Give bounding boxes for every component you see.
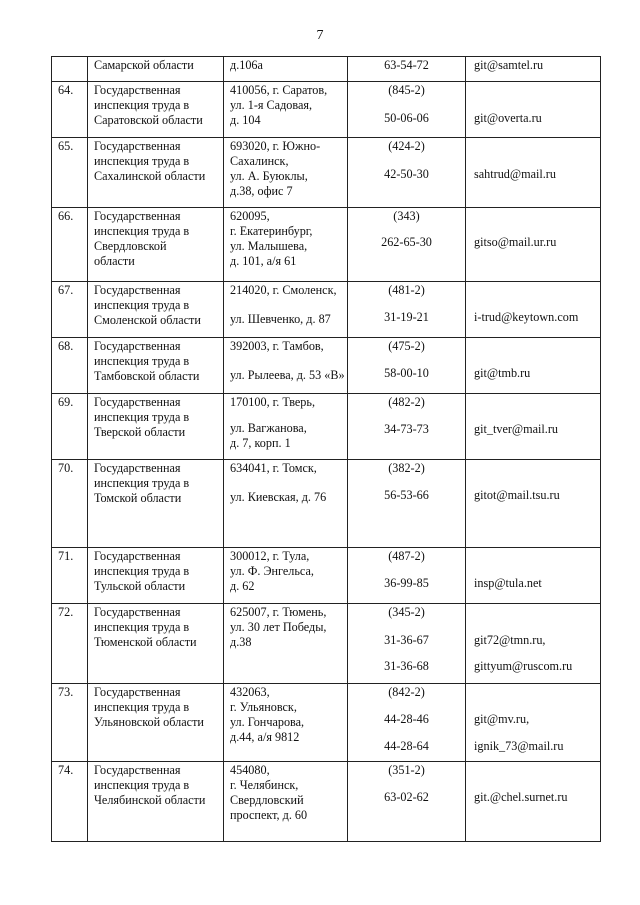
inspection-name-line: Государственная — [94, 339, 181, 353]
address-cell — [224, 82, 348, 138]
address-line: ул. 30 лет Победы, — [230, 620, 327, 634]
phone-number: 56-53-66 — [384, 488, 429, 502]
address-line: ул. Рылеева, д. 53 «В» — [230, 368, 345, 382]
email-cell — [466, 762, 601, 842]
inspection-name-line: инспекция труда в — [94, 298, 190, 312]
address-line: ул. Малышева, — [230, 239, 308, 253]
inspection-name-line: Тамбовской области — [94, 369, 200, 383]
row-number: 72. — [58, 605, 74, 619]
email-address[interactable]: git@mv.ru, — [474, 712, 530, 726]
phone-area-code: (487-2) — [388, 549, 425, 563]
page-number: 7 — [316, 28, 324, 43]
row-number-cell — [52, 684, 88, 762]
table-row — [52, 57, 601, 82]
row-number: 64. — [58, 83, 74, 97]
phone-cell — [348, 338, 466, 394]
address-line: ул. Ф. Энгельса, — [230, 564, 314, 578]
row-number-cell — [52, 338, 88, 394]
address-line: ул. 1-я Садовая, — [230, 98, 313, 112]
row-number: 74. — [58, 763, 74, 777]
address-cell — [224, 604, 348, 684]
address-line: ул. А. Буюклы, — [230, 169, 308, 183]
table-row — [52, 208, 601, 282]
phone-area-code: (424-2) — [388, 139, 425, 153]
address-line: д. 101, а/я 61 — [230, 254, 297, 268]
email-cell — [466, 394, 601, 460]
address-cell — [224, 282, 348, 338]
email-address[interactable]: gitso@mail.ur.ru — [474, 235, 557, 249]
row-number: 65. — [58, 139, 74, 153]
email-cell — [466, 57, 601, 82]
inspection-name-cell — [88, 548, 224, 604]
phone-cell — [348, 57, 466, 82]
address-line: д. 104 — [230, 113, 261, 127]
address-line: ул. Шевченко, д. 87 — [230, 312, 331, 326]
inspection-name-line: Государственная — [94, 549, 181, 563]
inspection-name-line: Тверской области — [94, 425, 186, 439]
inspection-name-line: Государственная — [94, 461, 181, 475]
row-number: 69. — [58, 395, 74, 409]
address-line: 693020, г. Южно- — [230, 139, 321, 153]
inspection-name-line: инспекция труда в — [94, 620, 190, 634]
phone-number: 44-28-64 — [384, 739, 429, 753]
inspection-name-cell — [88, 282, 224, 338]
inspection-name-cell — [88, 460, 224, 548]
address-line: ул. Гончарова, — [230, 715, 305, 729]
address-line: д.106а — [230, 58, 263, 72]
row-number-cell — [52, 82, 88, 138]
address-cell — [224, 684, 348, 762]
phone-number: 50-06-06 — [384, 111, 429, 125]
table-row — [52, 684, 601, 762]
row-number-cell — [52, 282, 88, 338]
phone-area-code: (845-2) — [388, 83, 425, 97]
email-cell — [466, 338, 601, 394]
phone-cell — [348, 208, 466, 282]
row-number-cell — [52, 138, 88, 208]
address-line: г. Ульяновск, — [230, 700, 297, 714]
address-line: 214020, г. Смоленск, — [230, 283, 337, 297]
email-address[interactable]: i-trud@keytown.com — [474, 310, 579, 324]
inspection-name-line: инспекция труда в — [94, 410, 190, 424]
address-line: 392003, г. Тамбов, — [230, 339, 324, 353]
email-cell — [466, 282, 601, 338]
address-line: д. 62 — [230, 579, 255, 593]
email-address[interactable]: gittyum@ruscom.ru — [474, 659, 573, 673]
address-cell — [224, 57, 348, 82]
table-row — [52, 82, 601, 138]
inspection-name-cell — [88, 684, 224, 762]
inspection-name-line: инспекция труда в — [94, 154, 190, 168]
row-number: 73. — [58, 685, 74, 699]
email-cell — [466, 82, 601, 138]
row-number-cell — [52, 460, 88, 548]
address-line: 170100, г. Тверь, — [230, 395, 316, 409]
phone-cell — [348, 394, 466, 460]
address-cell — [224, 208, 348, 282]
phone-cell — [348, 604, 466, 684]
table-row — [52, 138, 601, 208]
address-line: Сахалинск, — [230, 154, 289, 168]
inspection-name-line: Государственная — [94, 283, 181, 297]
inspection-name-line: Государственная — [94, 395, 181, 409]
phone-number: 31-36-68 — [384, 659, 429, 673]
phone-cell — [348, 138, 466, 208]
inspection-name-line: инспекция труда в — [94, 700, 190, 714]
inspection-name-line: Ульяновской области — [94, 715, 204, 729]
inspection-name-line: Государственная — [94, 209, 181, 223]
table-row — [52, 548, 601, 604]
row-number: 66. — [58, 209, 74, 223]
row-number-cell — [52, 762, 88, 842]
email-address[interactable]: git_tver@mail.ru — [474, 422, 558, 436]
inspection-name-line: инспекция труда в — [94, 224, 190, 238]
phone-area-code: (475-2) — [388, 339, 425, 353]
address-line: 432063, — [230, 685, 270, 699]
inspection-name-line: области — [94, 254, 135, 268]
inspection-name-line: Смоленской области — [94, 313, 201, 327]
phone-area-code: (481-2) — [388, 283, 425, 297]
inspection-name-line: инспекция труда в — [94, 778, 190, 792]
address-line: г. Челябинск, — [230, 778, 299, 792]
email-address[interactable]: git72@tmn.ru, — [474, 633, 546, 647]
table-row — [52, 762, 601, 842]
email-cell — [466, 460, 601, 548]
email-address[interactable]: gitot@mail.tsu.ru — [474, 488, 560, 502]
address-line: д. 7, корп. 1 — [230, 436, 291, 450]
row-number: 67. — [58, 283, 74, 297]
phone-number: 44-28-46 — [384, 712, 429, 726]
phone-cell — [348, 82, 466, 138]
row-number-cell — [52, 604, 88, 684]
email-cell — [466, 684, 601, 762]
phone-number: 34-73-73 — [384, 422, 429, 436]
email-address[interactable]: git.@chel.surnet.ru — [474, 790, 568, 804]
inspection-name-line: инспекция труда в — [94, 354, 190, 368]
inspection-name-line: Тульской области — [94, 579, 186, 593]
row-number-cell — [52, 57, 88, 82]
phone-number: 42-50-30 — [384, 167, 429, 181]
inspection-name-line: Государственная — [94, 763, 181, 777]
email-address[interactable]: ignik_73@mail.ru — [474, 739, 564, 753]
row-number: 71. — [58, 549, 74, 563]
phone-cell — [348, 684, 466, 762]
email-cell — [466, 548, 601, 604]
row-number-cell — [52, 208, 88, 282]
phone-cell — [348, 548, 466, 604]
address-line: 410056, г. Саратов, — [230, 83, 328, 97]
row-number: 70. — [58, 461, 74, 475]
address-cell — [224, 394, 348, 460]
inspection-name-line: Государственная — [94, 685, 181, 699]
email-cell — [466, 138, 601, 208]
address-cell — [224, 460, 348, 548]
phone-number: 36-99-85 — [384, 576, 429, 590]
address-line: д.38 — [230, 635, 252, 649]
inspection-name-line: инспекция труда в — [94, 564, 190, 578]
inspection-name-line: Челябинской области — [94, 793, 206, 807]
inspection-name-line: Томской области — [94, 491, 182, 505]
inspection-name-cell — [88, 138, 224, 208]
inspection-name-cell — [88, 762, 224, 842]
phone-number: 58-00-10 — [384, 366, 429, 380]
phone-cell — [348, 762, 466, 842]
inspection-name-cell — [88, 82, 224, 138]
address-line: 620095, — [230, 209, 270, 223]
email-cell — [466, 208, 601, 282]
address-line: проспект, д. 60 — [230, 808, 308, 822]
inspection-name-cell — [88, 57, 224, 82]
phone-number: 63-02-62 — [384, 790, 429, 804]
phone-area-code: (842-2) — [388, 685, 425, 699]
inspection-name-line: Саратовской области — [94, 113, 203, 127]
phone-area-code: (343) — [393, 209, 420, 223]
phone-cell — [348, 282, 466, 338]
address-line: д.44, а/я 9812 — [230, 730, 300, 744]
inspection-name-cell — [88, 604, 224, 684]
phone-number: 31-19-21 — [384, 310, 429, 324]
table-body — [52, 57, 601, 842]
phone-area-code: (482-2) — [388, 395, 425, 409]
address-line: ул. Киевская, д. 76 — [230, 490, 327, 504]
address-line: г. Екатеринбург, — [230, 224, 313, 238]
address-line: ул. Вагжанова, — [230, 421, 307, 435]
table-row — [52, 282, 601, 338]
address-line: Свердловский — [230, 793, 304, 807]
address-line: 634041, г. Томск, — [230, 461, 317, 475]
address-line: 300012, г. Тула, — [230, 549, 310, 563]
address-line: д.38, офис 7 — [230, 184, 293, 198]
row-number-cell — [52, 548, 88, 604]
inspection-name-line: Свердловской — [94, 239, 167, 253]
address-line: 454080, — [230, 763, 270, 777]
email-address[interactable]: git@tmb.ru — [474, 366, 531, 380]
table-row — [52, 604, 601, 684]
inspection-name-line: Тюменской области — [94, 635, 197, 649]
inspection-name-cell — [88, 338, 224, 394]
email-address[interactable]: insp@tula.net — [474, 576, 542, 590]
table-row — [52, 460, 601, 548]
phone-area-code: (345-2) — [388, 605, 425, 619]
inspection-name-cell — [88, 208, 224, 282]
inspection-name-line: Сахалинской области — [94, 169, 206, 183]
phone-area-code: (351-2) — [388, 763, 425, 777]
email-address[interactable]: git@overta.ru — [474, 111, 542, 125]
table-row — [52, 394, 601, 460]
row-number-cell — [52, 394, 88, 460]
inspection-name-line: Государственная — [94, 83, 181, 97]
address-cell — [224, 548, 348, 604]
email-cell — [466, 604, 601, 684]
inspection-name-line: Государственная — [94, 605, 181, 619]
phone-cell — [348, 460, 466, 548]
row-number: 68. — [58, 339, 74, 353]
address-cell — [224, 138, 348, 208]
email-address[interactable]: git@samtel.ru — [474, 58, 544, 72]
phone-area-code: (382-2) — [388, 461, 425, 475]
phone-number: 31-36-67 — [384, 633, 429, 647]
inspection-name-line: инспекция труда в — [94, 476, 190, 490]
phone-number: 63-54-72 — [384, 58, 429, 72]
address-line: 625007, г. Тюмень, — [230, 605, 327, 619]
inspection-name-line: инспекция труда в — [94, 98, 190, 112]
phone-number: 262-65-30 — [381, 235, 432, 249]
labor-inspection-table — [51, 56, 601, 842]
email-address[interactable]: sahtrud@mail.ru — [474, 167, 556, 181]
inspection-name-line: Государственная — [94, 139, 181, 153]
inspection-name-cell — [88, 394, 224, 460]
table-row — [52, 338, 601, 394]
inspection-name-line: Самарской области — [94, 58, 194, 72]
address-cell — [224, 762, 348, 842]
address-cell — [224, 338, 348, 394]
